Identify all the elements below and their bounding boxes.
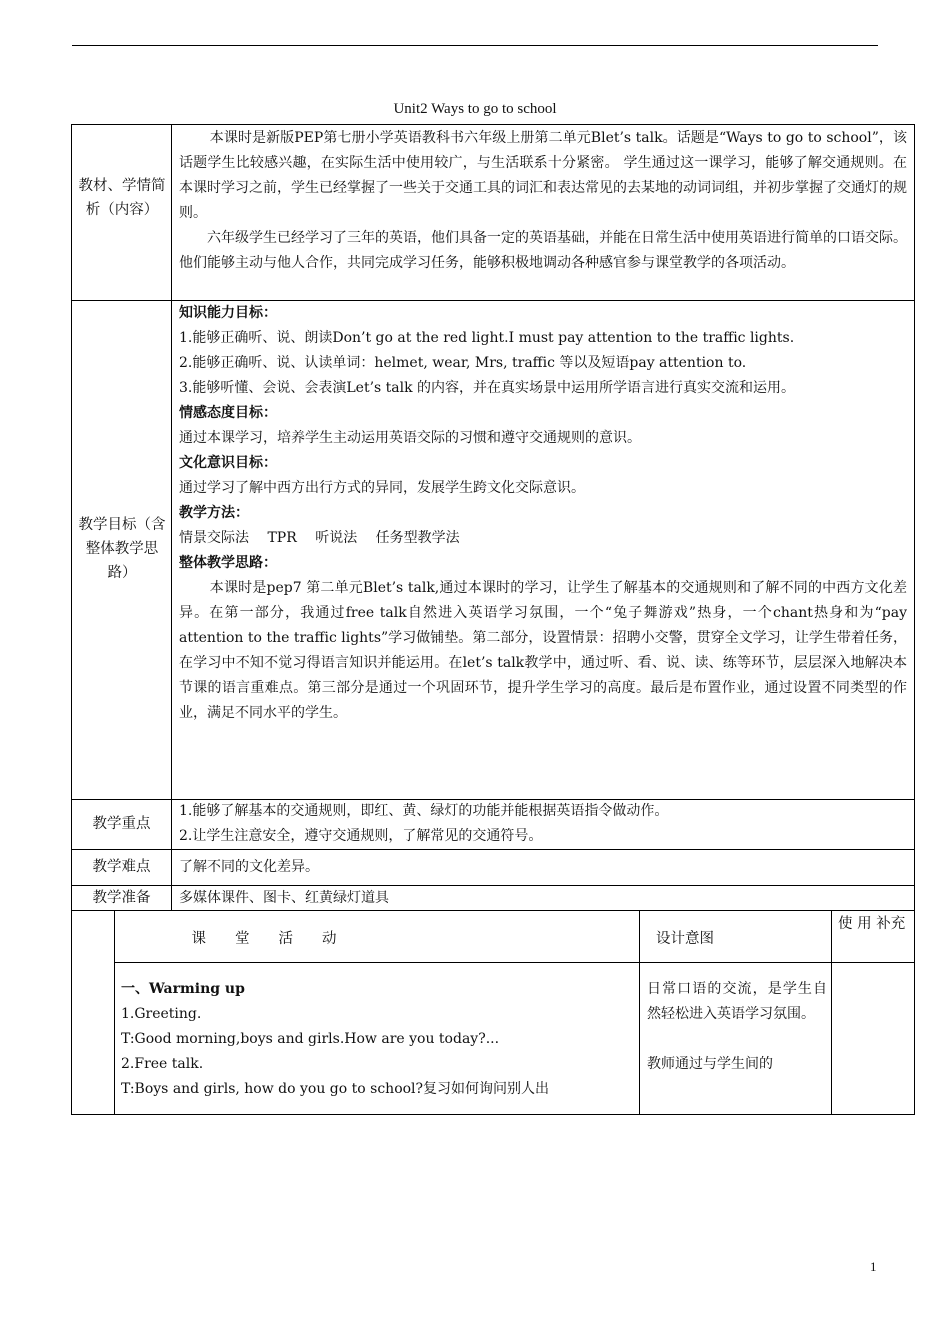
- page-number: 1: [870, 1259, 877, 1274]
- method-text: 情景交际法 TPR 听说法 任务型教学法: [179, 530, 460, 546]
- emotion-text: 通过本课学习，培养学生主动运用英语交际的习惯和遵守交通规则的意识。: [179, 430, 641, 446]
- intent-header: 设计意图: [656, 931, 714, 947]
- intent-paragraph: 日常口语的交流，是学生自然轻松进入英语学习氛围。: [647, 981, 827, 1022]
- document-title: Unit2 Ways to go to school: [393, 101, 557, 117]
- culture-text: 通过学习了解中西方出行方式的异同，发展学生跨文化交际意识。: [179, 480, 585, 496]
- activity-line: 2.Free talk.: [121, 1056, 204, 1072]
- keypoints-content: [179, 799, 907, 849]
- activity-header: 课 堂 活 动: [191, 931, 337, 947]
- activity-line: T:Good morning,boys and girls.How are you today?...: [121, 1031, 500, 1047]
- knowledge-heading: 知识能力目标：: [179, 305, 277, 321]
- keypoint-item: 1.能够了解基本的交通规则，即红、黄、绿灯的功能并能根据英语指令做动作。: [179, 803, 669, 819]
- intent-spacer: [647, 1027, 827, 1052]
- supplement-body-cell: [831, 962, 915, 1115]
- preparation-content: 多媒体课件、图卡、红黄绿灯道具: [179, 890, 389, 906]
- culture-heading: 文化意识目标：: [179, 455, 277, 471]
- intro-label: 教材、学情简析（内容）: [78, 178, 166, 218]
- difficulties-content: 了解不同的文化差异。: [179, 859, 319, 875]
- difficulties-label: 教学难点: [92, 859, 151, 875]
- goals-content: [179, 301, 907, 726]
- knowledge-item: 1.能够正确听、说、朗读Don’t go at the red light.I must pay attention to the traffic lights.: [179, 330, 795, 346]
- keypoint-item: 2.让学生注意安全，遵守交通规则，了解常见的交通符号。: [179, 828, 543, 844]
- supplement-header: 使 用 补充: [838, 916, 906, 932]
- intro-content: [179, 126, 907, 276]
- intro-paragraph: 本课时是新版PEP第七册小学英语教科书六年级上册第二单元Blet’s talk。话题是“Ways to go to school”，该话题学生比较感兴趣，在实际生活中使用较广，与生活联系十分紧密。 学生通过这一课学习，能够了解交通规则。在本课时学习之前，学生已经掌握了一些关于交通工具的词汇和表达常见的去某地的动词词组，并初步掌握了交通灯的规则。: [179, 130, 907, 221]
- emotion-heading: 情感态度目标：: [179, 405, 277, 421]
- knowledge-item: 3.能够听懂、会说、会表演Let’s talk 的内容，并在真实场景中运用所学语言进行真实交流和运用。: [179, 380, 796, 396]
- approach-heading: 整体教学思路：: [179, 555, 277, 571]
- method-heading: 教学方法：: [179, 505, 249, 521]
- knowledge-item: 2.能够正确听、说、认读单词：helmet, wear, Mrs, traffic 等以及短语pay attention to.: [179, 355, 747, 371]
- goals-label: 教学目标（含整体教学思路）: [78, 517, 166, 581]
- preparation-label: 教学准备: [92, 890, 151, 906]
- activity-line: 1.Greeting.: [121, 1006, 202, 1022]
- warming-up-heading: 一、Warming up: [121, 981, 245, 997]
- activity-line: T:Boys and girls, how do you go to school?复习如何询问别人出: [121, 1081, 550, 1097]
- approach-text: 本课时是pep7 第二单元Blet’s talk,通过本课时的学习，让学生了解基本的交通规则和了解不同的中西方文化差异。在第一部分，我通过free talk自然进入英语学习氛围，一个“兔子舞游戏”热身，一个chant热身和为“pay attention to the traffic lights”学习做铺垫。第二部分，设置情景：招聘小交警，贯穿全文学习，让学生带着任务，在学习中不知不觉习得语言知识并能运用。在let’s talk教学中，通过听、看、说、读、练等环节，层层深入地解决本节课的语言重难点。第三部分是通过一个巩固环节，提升学生学习的高度。最后是布置作业，通过设置不同类型的作业，满足不同水平的学生。: [179, 580, 907, 721]
- intent-content: [647, 977, 827, 1077]
- intro-paragraph: 六年级学生已经学习了三年的英语，他们具备一定的英语基础，并能在日常生活中使用英语进行简单的口语交际。他们能够主动与他人合作，共同完成学习任务，能够积极地调动各种感官参与课堂教学的各项活动。: [179, 230, 907, 271]
- intent-paragraph: 教师通过与学生间的: [647, 1056, 773, 1072]
- keypoints-label: 教学重点: [92, 816, 151, 832]
- activity-content: [121, 977, 636, 1102]
- header-rule: [72, 45, 878, 46]
